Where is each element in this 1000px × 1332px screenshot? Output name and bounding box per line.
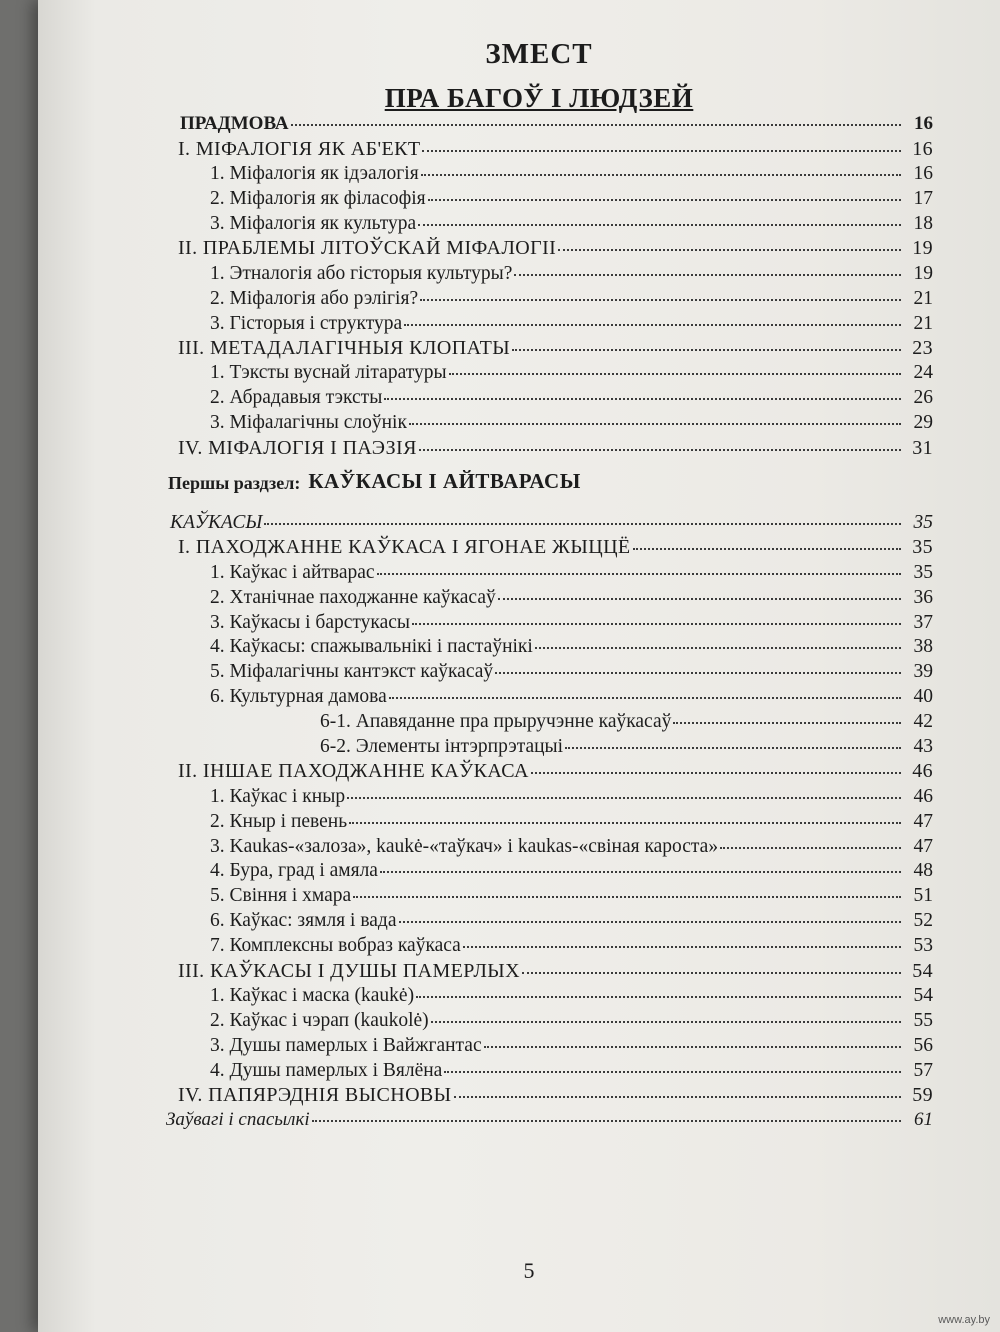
toc-entry-label: 1. Каўкас і маска (kaukė)	[210, 984, 415, 1006]
leader-dots	[498, 578, 901, 600]
toc-section-page: 16	[912, 137, 933, 160]
leader-dots	[399, 902, 902, 924]
toc-entry-page: 26	[913, 387, 933, 409]
toc-entry-label: 3. Гісторыя і структура	[210, 312, 403, 334]
toc-section-label: IV. МІФАЛОГІЯ І ПАЭЗІЯ	[178, 436, 417, 459]
toc-entry-page: 24	[913, 362, 933, 384]
leader-dots	[522, 952, 901, 974]
toc-entry-page: 35	[913, 561, 933, 583]
toc-section-label: І. ПАХОДЖАННЕ КАЎКАСА І ЯГОНАЕ ЖЫЦЦЁ	[178, 536, 631, 559]
leader-dots	[431, 1001, 901, 1023]
part-prefix: Першы раздзел:	[168, 473, 301, 494]
leader-dots	[454, 1076, 901, 1098]
toc-entry-label: 1. Каўкас і айтварас	[210, 561, 375, 583]
leader-dots	[291, 105, 901, 126]
leader-dots	[535, 628, 901, 650]
leader-dots	[409, 404, 901, 426]
toc-section-page: 59	[912, 1083, 933, 1106]
leader-dots	[377, 553, 901, 575]
toc-entry-page: 37	[913, 611, 933, 633]
toc-section	[118, 432, 933, 457]
toc-entry-page: 16	[914, 113, 933, 134]
toc-entry-page: 21	[913, 287, 933, 309]
toc-section-page: 31	[912, 436, 933, 459]
toc-entry-page: 61	[914, 1108, 933, 1130]
leader-dots	[463, 927, 901, 949]
toc-entry-page: 54	[913, 984, 933, 1006]
leader-dots	[512, 329, 901, 351]
leader-dots	[312, 1101, 901, 1122]
book-page	[38, 0, 1000, 1332]
leader-dots	[558, 229, 901, 251]
toc-entry-label: 1. Тэксты вуснай літаратуры	[210, 362, 447, 384]
toc-entry-label: 6-1. Апавяданне пра прыручэнне каўкасаў	[320, 711, 672, 733]
toc-entry-page: 55	[913, 1009, 933, 1031]
toc-entry-label: 3. Міфалагічны слоўнік	[210, 412, 407, 434]
toc-entry-page: 51	[913, 885, 933, 907]
leader-dots	[633, 528, 901, 550]
toc-entry-label: 7. Комплексны вобраз каўкаса	[210, 935, 461, 957]
toc-entry-label: 3. Міфалогія як культура	[210, 213, 417, 235]
toc-entry-page: 36	[913, 586, 933, 608]
toc-entry-page: 56	[913, 1034, 933, 1056]
toc-entry-page: 40	[913, 686, 933, 708]
table-of-contents	[118, 108, 933, 1129]
toc-entry-label: 1. Міфалогія як ідэалогія	[210, 163, 419, 185]
toc-title: ЗМЕСТ	[485, 38, 593, 70]
toc-entry-label: 3. Каўкасы і барстукасы	[210, 611, 410, 633]
toc-entry-page: 42	[913, 711, 933, 733]
leader-dots	[428, 180, 901, 202]
leader-dots	[389, 678, 901, 700]
part-heading	[118, 456, 933, 494]
toc-entry-label: 4. Бура, град і амяла	[210, 860, 378, 882]
leader-dots	[347, 777, 901, 799]
leader-dots	[384, 379, 901, 401]
toc-section-page: 23	[912, 337, 933, 360]
toc-section-page: 19	[912, 237, 933, 260]
toc-entry-page: 29	[913, 412, 933, 434]
toc-entry-page: 17	[913, 188, 933, 210]
toc-entry-page: 16	[913, 163, 933, 185]
leader-dots	[419, 429, 901, 451]
toc-entry-label: 3. Kaukas-«залоза», kaukė-«таўкач» і kaukas-«свіная кароста»	[210, 835, 719, 857]
toc-entry-page: 43	[913, 735, 933, 757]
toc-entry-label: ПРАДМОВА	[180, 113, 289, 134]
leader-dots	[353, 877, 901, 899]
toc-entry-label: 6. Культурная дамова	[210, 686, 387, 708]
toc-entry-label: 5. Міфалагічны кантэкст каўкасаў	[210, 661, 494, 683]
leader-dots	[420, 279, 901, 301]
toc-entry-page: 21	[913, 312, 933, 334]
leader-dots	[380, 852, 901, 874]
leader-dots	[449, 354, 901, 376]
leader-dots	[422, 130, 901, 152]
toc-entry-label: 1. Каўкас і кныр	[210, 785, 346, 807]
toc-section-label: IV. ПАПЯРЭДНІЯ ВЫСНОВЫ	[178, 1083, 452, 1106]
leader-dots	[421, 155, 901, 177]
watermark: www.ay.by	[938, 1314, 990, 1326]
toc-section-page: 35	[912, 536, 933, 559]
toc-entry-page: 19	[913, 262, 933, 284]
leader-dots	[418, 205, 901, 227]
toc-entry-label: 5. Свіння і хмара	[210, 885, 352, 907]
leader-dots	[531, 752, 901, 774]
leader-dots	[416, 976, 901, 998]
book-title: ПРА БАГОЎ І ЛЮДЗЕЙ	[384, 83, 694, 113]
toc-entry-page: 18	[913, 213, 933, 235]
leader-dots	[444, 1051, 901, 1073]
toc-section-label: ІІІ. МЕТАДАЛАГІЧНЫЯ КЛОПАТЫ	[178, 337, 511, 360]
leader-dots	[720, 827, 901, 849]
toc-entry-page: 35	[913, 511, 933, 533]
leader-dots	[264, 503, 901, 525]
leader-dots	[514, 254, 901, 276]
leader-dots	[349, 802, 901, 824]
toc-entry-label: 1. Этналогія або гісторыя культуры?	[210, 262, 513, 284]
toc-entry-label: 4. Каўкасы: спажывальнікі і пастаўнікі	[210, 636, 533, 658]
toc-entry-page: 47	[913, 810, 933, 832]
toc-entry-label: КАЎКАСЫ	[170, 511, 263, 533]
toc-entry-label: 3. Душы памерлых і Вайжгантас	[210, 1034, 482, 1056]
toc-entry-label: 2. Міфалогія або рэлігія?	[210, 287, 419, 309]
toc-section-page: 54	[912, 959, 933, 982]
toc-entry-label: 2. Кныр і певень	[210, 810, 348, 832]
leader-dots	[404, 304, 901, 326]
toc-entry-page: 48	[913, 860, 933, 882]
toc-entry-label: 6. Каўкас: зямля і вада	[210, 910, 397, 932]
leader-dots	[412, 603, 901, 625]
toc-entry-page: 47	[913, 835, 933, 857]
leader-dots	[565, 727, 901, 749]
toc-entry-page: 46	[913, 785, 933, 807]
toc-section-label: ІІ. ПРАБЛЕМЫ ЛІТОЎСКАЙ МІФАЛОГІІ	[178, 237, 557, 260]
toc-entry-label: 4. Душы памерлых і Вялёна	[210, 1059, 443, 1081]
toc-entry-page: 39	[913, 661, 933, 683]
toc-entry-page: 53	[913, 935, 933, 957]
part-name: КАЎКАСЫ І АЙТВАРАСЫ	[308, 469, 581, 494]
toc-entry-label: Заўвагі і спасылкі	[166, 1108, 310, 1130]
toc-entry-label: 6-2. Элементы інтэрпрэтацыі	[320, 735, 564, 757]
toc-entry-page: 57	[913, 1059, 933, 1081]
toc-entry-label: 2. Абрадавыя тэксты	[210, 387, 383, 409]
toc-entry-label: 2. Хтанічнае паходжанне каўкасаў	[210, 586, 496, 608]
toc-section-label: І. МІФАЛОГІЯ ЯК АБ'ЕКТ	[178, 137, 421, 160]
toc-entry-label: 2. Міфалогія як філасофія	[210, 188, 426, 210]
toc-section-label: ІІІ. КАЎКАСЫ І ДУШЫ ПАМЕРЛЫХ	[178, 959, 520, 982]
page-number: 5	[523, 1258, 535, 1283]
toc-entry-label: 2. Каўкас і чэрап (kaukolė)	[210, 1009, 429, 1031]
leader-dots	[495, 653, 901, 675]
toc-entry-page: 38	[913, 636, 933, 658]
toc-section-label: ІІ. ІНШАЕ ПАХОДЖАННЕ КАЎКАСА	[178, 760, 529, 783]
leader-dots	[484, 1026, 901, 1048]
toc-entry-page: 52	[913, 910, 933, 932]
leader-dots	[673, 703, 901, 725]
toc-section-page: 46	[912, 760, 933, 783]
toc-entry-notes	[118, 1104, 933, 1129]
